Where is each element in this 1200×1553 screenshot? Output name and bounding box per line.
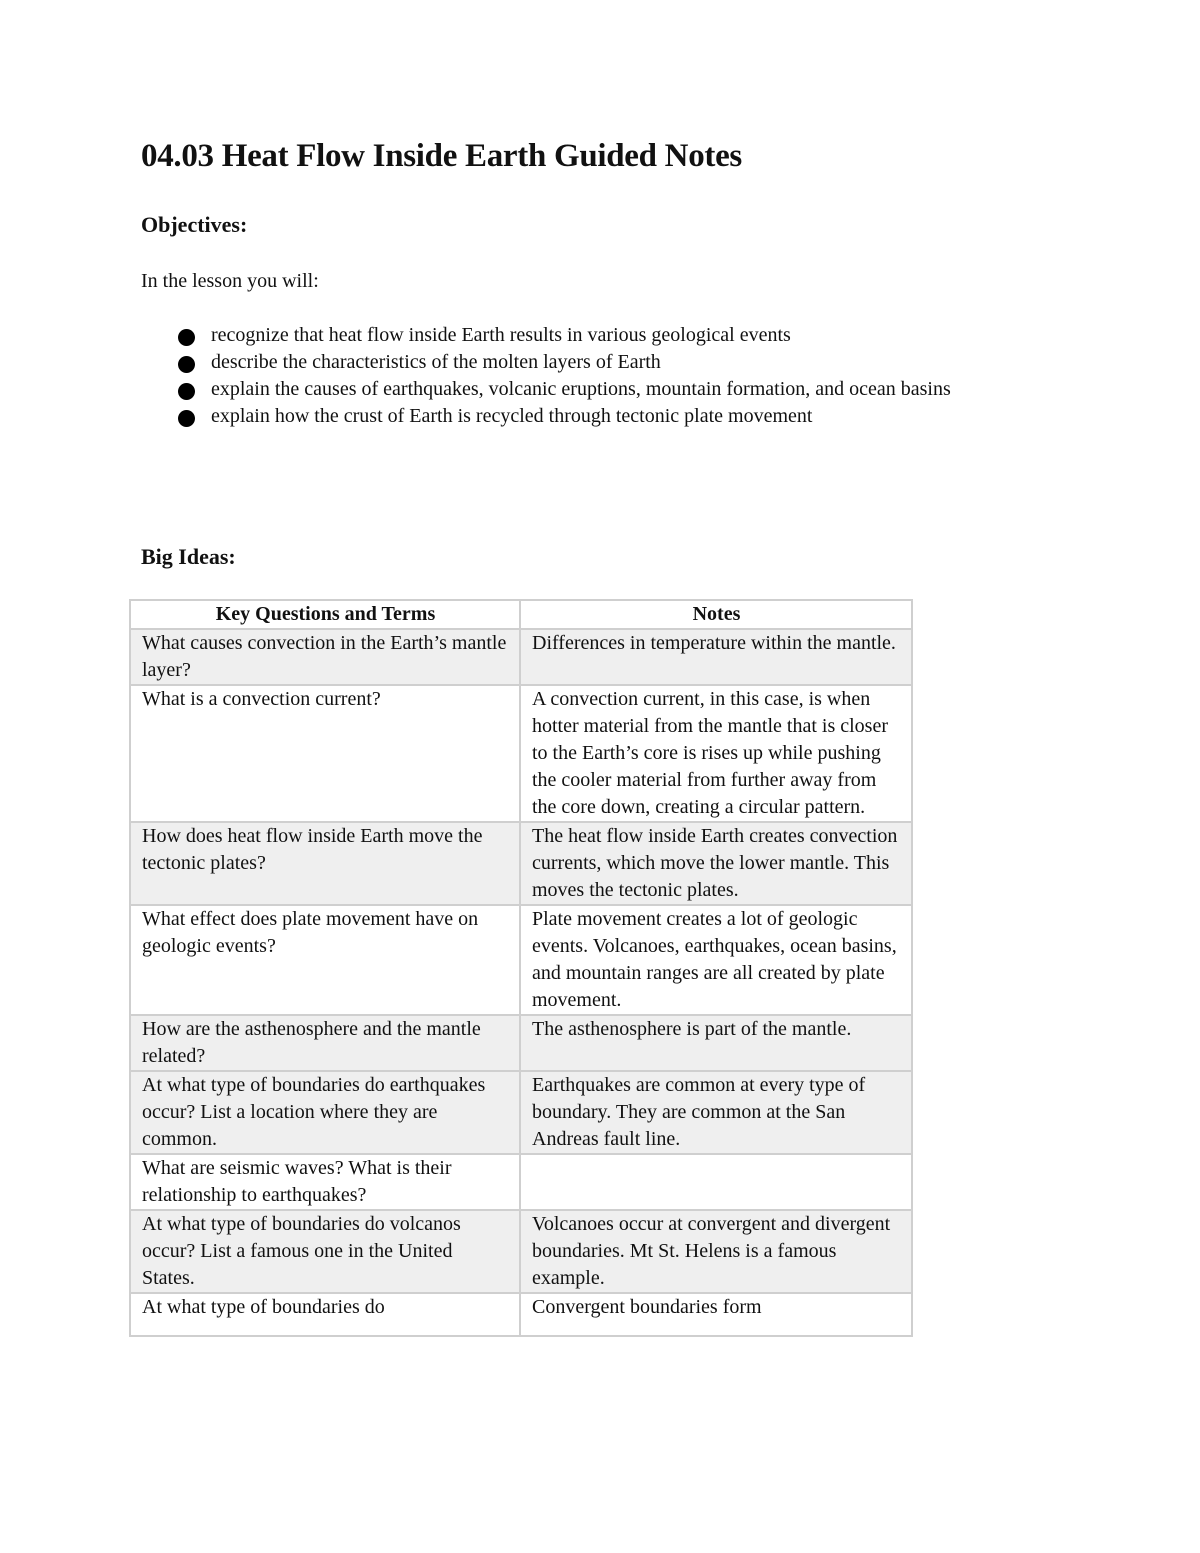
- notes-cell[interactable]: The heat flow inside Earth creates convection currents, which move the lower mantle. This moves the tectonic plates.: [520, 822, 912, 905]
- table-row: [130, 685, 912, 822]
- objective-text: recognize that heat flow inside Earth results in various geological events: [211, 324, 791, 346]
- question-cell: How are the asthenosphere and the mantle related?: [130, 1015, 520, 1071]
- table-row: [130, 629, 912, 685]
- notes-cell[interactable]: Convergent boundaries form: [520, 1293, 912, 1336]
- notes-cell[interactable]: Differences in temperature within the mantle.: [520, 629, 912, 685]
- page-title: 04.03 Heat Flow Inside Earth Guided Notes: [141, 138, 742, 174]
- table-row: [130, 822, 912, 905]
- notes-cell[interactable]: The asthenosphere is part of the mantle.: [520, 1015, 912, 1071]
- notes-cell[interactable]: Volcanoes occur at convergent and divergent boundaries. Mt St. Helens is a famous example.: [520, 1210, 912, 1293]
- list-item: [178, 376, 1038, 403]
- bullet-icon: [178, 410, 195, 427]
- notes-cell[interactable]: A convection current, in this case, is when hotter material from the mantle that is closer to the Earth’s core is rises up while pushing the cooler material from further away from the core down, creating a circular pattern.: [520, 685, 912, 822]
- question-cell: What is a convection current?: [130, 685, 520, 822]
- column-header-notes: Notes: [520, 600, 912, 629]
- objective-text: describe the characteristics of the molten layers of Earth: [211, 351, 661, 373]
- notes-cell[interactable]: Earthquakes are common at every type of boundary. They are common at the San Andreas fault line.: [520, 1071, 912, 1154]
- bullet-icon: [178, 356, 195, 373]
- table-header-row: [130, 600, 912, 629]
- notes-table: [129, 599, 913, 1337]
- column-header-questions: Key Questions and Terms: [130, 600, 520, 629]
- table-row: [130, 1210, 912, 1293]
- objective-text: explain the causes of earthquakes, volcanic eruptions, mountain formation, and ocean basins: [211, 378, 951, 400]
- list-item: [178, 349, 1038, 376]
- question-cell: What causes convection in the Earth’s mantle layer?: [130, 629, 520, 685]
- big-ideas-heading: Big Ideas:: [141, 544, 236, 569]
- table-row: [130, 1293, 912, 1336]
- question-cell: What are seismic waves? What is their relationship to earthquakes?: [130, 1154, 520, 1210]
- table-row: [130, 1154, 912, 1210]
- objectives-heading: Objectives:: [141, 212, 248, 237]
- objectives-list: [178, 322, 1038, 430]
- objectives-intro: In the lesson you will:: [141, 270, 319, 292]
- question-cell: At what type of boundaries do volcanos occur? List a famous one in the United States.: [130, 1210, 520, 1293]
- question-cell: What effect does plate movement have on geologic events?: [130, 905, 520, 1015]
- bullet-icon: [178, 329, 195, 346]
- notes-cell[interactable]: [520, 1154, 912, 1210]
- objective-text: explain how the crust of Earth is recycled through tectonic plate movement: [211, 405, 813, 427]
- question-cell: At what type of boundaries do earthquakes occur? List a location where they are common.: [130, 1071, 520, 1154]
- table-row: [130, 1071, 912, 1154]
- list-item: [178, 322, 1038, 349]
- table-row: [130, 1015, 912, 1071]
- list-item: [178, 403, 1038, 430]
- notes-cell[interactable]: Plate movement creates a lot of geologic events. Volcanoes, earthquakes, ocean basins, and mountain ranges are all created by plate movement.: [520, 905, 912, 1015]
- table-row: [130, 905, 912, 1015]
- question-cell: At what type of boundaries do: [130, 1293, 520, 1336]
- question-cell: How does heat flow inside Earth move the tectonic plates?: [130, 822, 520, 905]
- bullet-icon: [178, 383, 195, 400]
